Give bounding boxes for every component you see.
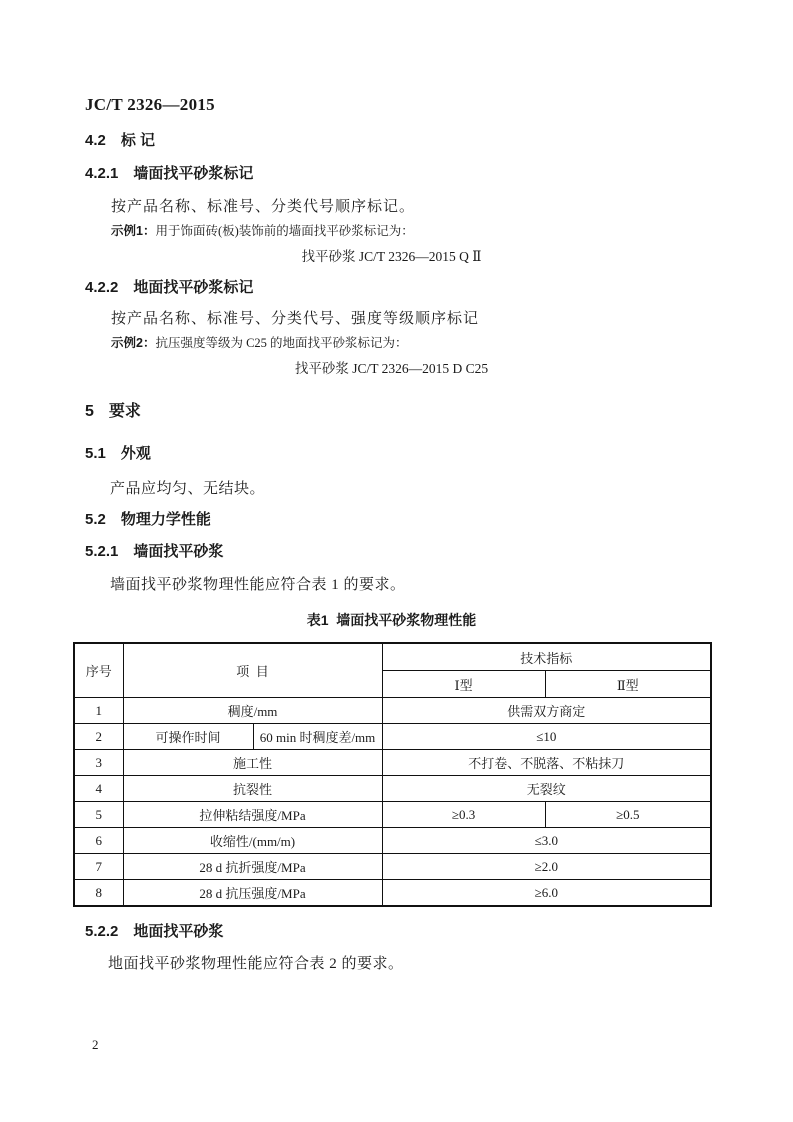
- heading-number: 4.2: [85, 132, 106, 149]
- heading-5: [85, 402, 141, 422]
- table-row: [74, 750, 711, 776]
- example2-line: [111, 336, 408, 352]
- cell-value-type2: ≥0.5: [545, 802, 711, 828]
- example2-designation: 找平砂浆 JC/T 2326—2015 D C25: [294, 361, 489, 376]
- cell-value: 不打卷、不脱落、不粘抹刀: [382, 750, 711, 776]
- cell-item: 抗裂性: [123, 776, 382, 802]
- cell-no: 5: [74, 802, 123, 828]
- paragraph-floor-performance: 地面找平砂浆物理性能应符合表 2 的要求。: [108, 956, 404, 972]
- example2-label: 示例2：: [111, 336, 156, 350]
- heading-4-2: [85, 132, 155, 151]
- table-row: [74, 724, 711, 750]
- cell-item: 28 d 抗折强度/MPa: [123, 854, 382, 880]
- heading-5-1: [85, 445, 151, 464]
- header-col-type1: Ⅰ型: [382, 671, 545, 698]
- cell-item: 收缩性/(mm/m): [123, 828, 382, 854]
- paragraph-floor-marking: 按产品名称、标准号、分类代号、强度等级顺序标记: [111, 311, 480, 327]
- heading-number: 4.2.2: [85, 279, 119, 296]
- heading-number: 5.1: [85, 445, 106, 462]
- cell-item: 28 d 抗压强度/MPa: [123, 880, 382, 907]
- cell-item: 拉伸粘结强度/MPa: [123, 802, 382, 828]
- heading-title: 地面找平砂浆标记: [133, 279, 254, 296]
- example1-line: [111, 224, 414, 240]
- cell-item: 施工性: [123, 750, 382, 776]
- cell-value: ≥6.0: [382, 880, 711, 907]
- heading-number: 5.2.1: [85, 543, 119, 560]
- example1-designation: 找平砂浆 JC/T 2326—2015 Q Ⅱ: [301, 249, 482, 264]
- heading-title: 地面找平砂浆: [133, 923, 224, 940]
- heading-number: 5.2: [85, 511, 106, 528]
- heading-title: 墙面找平砂浆标记: [133, 165, 254, 182]
- heading-4-2-1: [85, 165, 253, 184]
- cell-value: 无裂纹: [382, 776, 711, 802]
- heading-title: 墙面找平砂浆: [133, 543, 224, 560]
- header-col-spec: 技术指标: [382, 643, 711, 671]
- heading-title: 外观: [120, 445, 151, 462]
- table1-caption: 表1 墙面找平砂浆物理性能: [306, 612, 477, 628]
- header-col-index: 序号: [74, 643, 123, 698]
- heading-title: 要求: [108, 403, 141, 420]
- heading-title: 标 记: [120, 132, 156, 149]
- paragraph-wall-performance: 墙面找平砂浆物理性能应符合表 1 的要求。: [110, 577, 406, 593]
- cell-value: 供需双方商定: [382, 698, 711, 724]
- cell-value: ≤3.0: [382, 828, 711, 854]
- example1-label: 示例1：: [111, 224, 156, 238]
- cell-no: 3: [74, 750, 123, 776]
- cell-no: 6: [74, 828, 123, 854]
- cell-no: 2: [74, 724, 123, 750]
- cell-no: 7: [74, 854, 123, 880]
- cell-item-a: 可操作时间: [123, 724, 253, 750]
- table-row: [74, 802, 711, 828]
- heading-number: 4.2.1: [85, 165, 119, 182]
- table-row: [74, 880, 711, 907]
- heading-title: 物理力学性能: [120, 511, 211, 528]
- cell-value: ≤10: [382, 724, 711, 750]
- table1: [73, 642, 712, 907]
- cell-no: 4: [74, 776, 123, 802]
- cell-no: 1: [74, 698, 123, 724]
- table-row: [74, 698, 711, 724]
- paragraph-wall-marking: 按产品名称、标准号、分类代号顺序标记。: [111, 199, 416, 215]
- example2-text: 抗压强度等级为 C25 的地面找平砂浆标记为：: [155, 336, 408, 350]
- heading-4-2-2: [85, 279, 253, 298]
- table-header-row: [74, 643, 711, 671]
- table-row: [74, 828, 711, 854]
- table-row: [74, 776, 711, 802]
- heading-number: 5.2.2: [85, 923, 119, 940]
- paragraph-appearance: 产品应均匀、无结块。: [110, 481, 266, 497]
- cell-value: ≥2.0: [382, 854, 711, 880]
- header-col-type2: Ⅱ型: [545, 671, 711, 698]
- cell-no: 8: [74, 880, 123, 907]
- table-row: [74, 854, 711, 880]
- heading-5-2-2: [85, 923, 223, 942]
- heading-number: 5: [85, 403, 94, 420]
- cell-item: 稠度/mm: [123, 698, 382, 724]
- table1-wrapper: [73, 642, 712, 907]
- cell-value-type1: ≥0.3: [382, 802, 545, 828]
- cell-item-b: 60 min 时稠度差/mm: [253, 724, 382, 750]
- heading-5-2-1: [85, 543, 223, 562]
- heading-5-2: [85, 511, 211, 530]
- doc-code: JC/T 2326—2015: [85, 95, 215, 114]
- header-col-item: 项 目: [123, 643, 382, 698]
- example1-text: 用于饰面砖(板)装饰前的墙面找平砂浆标记为：: [155, 224, 414, 238]
- page-number: 2: [92, 1037, 99, 1052]
